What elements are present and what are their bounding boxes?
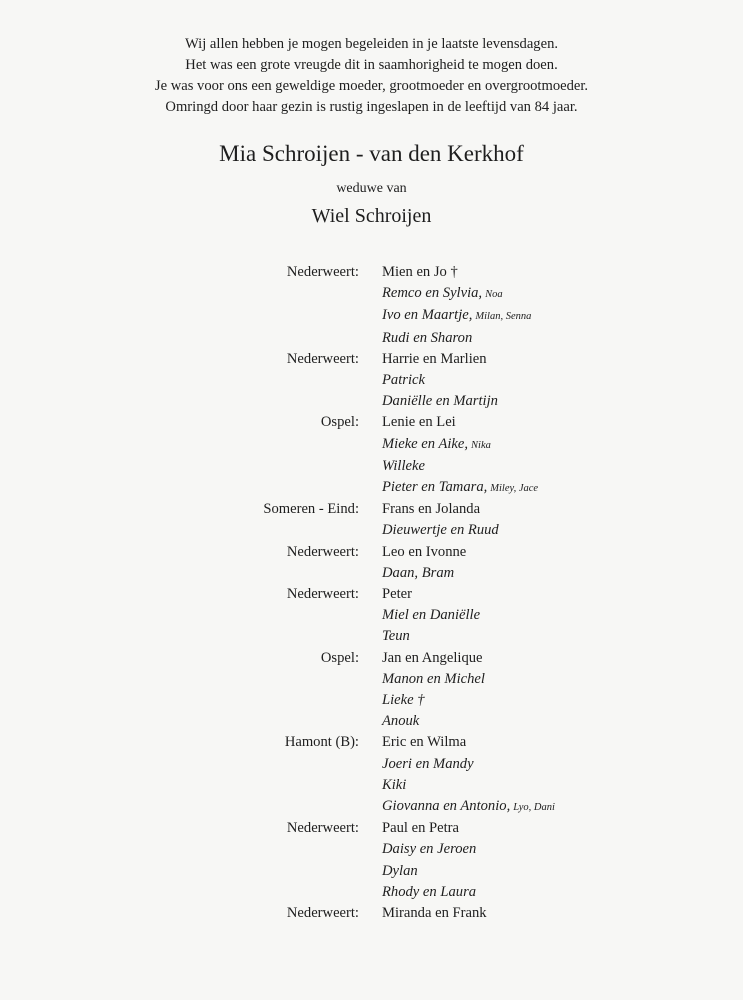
family-child (382, 456, 743, 477)
child-names: Kiki (382, 776, 407, 793)
family-members (382, 262, 743, 349)
family-group (0, 412, 743, 499)
family-list (0, 262, 743, 924)
grandchild-names: Milan, Senna (475, 311, 532, 323)
family-members (382, 818, 743, 903)
family-child (382, 477, 743, 499)
family-place: Nederweert: (286, 350, 359, 367)
family-group (0, 732, 743, 818)
family-child (382, 711, 743, 732)
child-names: Patrick (382, 372, 425, 389)
family-group (0, 648, 743, 733)
child-names: Rhody en Laura (382, 883, 477, 900)
child-names: Dieuwertje en Ruud (382, 522, 499, 539)
family-group (0, 349, 743, 413)
family-members (382, 542, 743, 584)
widow-of-label: weduwe van (336, 181, 407, 196)
family-child (382, 669, 743, 690)
family-parents: Frans en Jolanda (382, 501, 481, 518)
family-place: Ospel: (320, 649, 359, 666)
family-parents: Jan en Angelique (382, 649, 483, 666)
family-place: Nederweert: (286, 586, 359, 603)
family-place: Nederweert: (286, 905, 359, 922)
family-group (0, 262, 743, 349)
family-child (382, 305, 743, 327)
family-child (382, 434, 743, 456)
family-child (382, 391, 743, 412)
child-names: Teun (382, 628, 410, 645)
child-names: Giovanna en Antonio, (382, 798, 511, 815)
family-child (382, 605, 743, 626)
family-child (382, 839, 743, 860)
family-place: Nederweert: (286, 820, 359, 837)
family-group (0, 542, 743, 584)
grandchild-names: Miley, Jace (490, 483, 539, 495)
family-parents: Miranda en Frank (382, 905, 487, 922)
family-parents: Mien en Jo † (382, 264, 458, 280)
child-names: Daan, Bram (382, 564, 455, 581)
child-names: Anouk (382, 713, 420, 730)
family-members (382, 349, 743, 413)
family-child (382, 563, 743, 584)
family-place: Someren - Eind: (263, 501, 359, 518)
child-names: Rudi en Sharon (382, 329, 473, 346)
family-child (382, 861, 743, 882)
family-place: Nederweert: (286, 264, 359, 280)
family-group (0, 499, 743, 541)
family-place: Nederweert: (286, 543, 359, 560)
family-child (382, 626, 743, 647)
family-parents: Paul en Petra (382, 820, 460, 837)
child-names: Ivo en Maartje, (382, 307, 473, 324)
family-child (382, 370, 743, 391)
grandchild-names: Nika (471, 439, 491, 451)
child-names: Joeri en Mandy (382, 755, 474, 772)
family-parents: Lenie en Lei (382, 414, 456, 431)
family-place: Ospel: (320, 414, 359, 431)
family-child (382, 283, 743, 305)
child-names: Daniëlle en Martijn (382, 393, 498, 410)
family-child (382, 775, 743, 796)
child-names: Lieke † (382, 692, 425, 709)
intro-text (0, 34, 743, 118)
family-child (382, 520, 743, 541)
child-names: Willeke (382, 457, 425, 474)
family-child (382, 690, 743, 711)
family-members (382, 584, 743, 648)
family-members (382, 648, 743, 733)
husband-name: Wiel Schroijen (311, 205, 432, 227)
child-names: Remco en Sylvia, (382, 285, 483, 302)
family-place: Hamont (B): (284, 734, 359, 751)
family-child (382, 328, 743, 349)
child-names: Miel en Daniëlle (382, 607, 481, 624)
family-parents: Eric en Wilma (382, 734, 467, 751)
family-child (382, 882, 743, 903)
intro-line: Het was een grote vreugde dit in saamhorigheid te mogen doen. (185, 57, 558, 73)
child-names: Manon en Michel (382, 670, 485, 687)
family-members (382, 412, 743, 499)
family-members (382, 903, 743, 924)
grandchild-names: Noa (485, 289, 503, 301)
child-names: Dylan (382, 862, 418, 879)
intro-line: Wij allen hebben je mogen begeleiden in je laatste levensdagen. (184, 36, 559, 52)
child-names: Daisy en Jeroen (382, 841, 477, 858)
family-child (382, 796, 743, 818)
family-members (382, 732, 743, 818)
family-members (382, 499, 743, 541)
family-parents: Harrie en Marlien (382, 350, 487, 367)
grandchild-names: Lyo, Dani (513, 802, 555, 814)
family-group (0, 584, 743, 648)
child-names: Pieter en Tamara, (382, 479, 488, 496)
deceased-name: Mia Schroijen - van den Kerkhof (219, 141, 524, 166)
family-parents: Leo en Ivonne (382, 543, 467, 560)
family-group (0, 818, 743, 903)
family-group (0, 903, 743, 924)
intro-line: Je was voor ons een geweldige moeder, grootmoeder en overgrootmoeder. (154, 78, 589, 94)
family-parents: Peter (382, 586, 412, 603)
intro-line: Omringd door haar gezin is rustig ingeslapen in de leeftijd van 84 jaar. (165, 99, 578, 115)
child-names: Mieke en Aike, (382, 435, 469, 452)
family-child (382, 754, 743, 775)
